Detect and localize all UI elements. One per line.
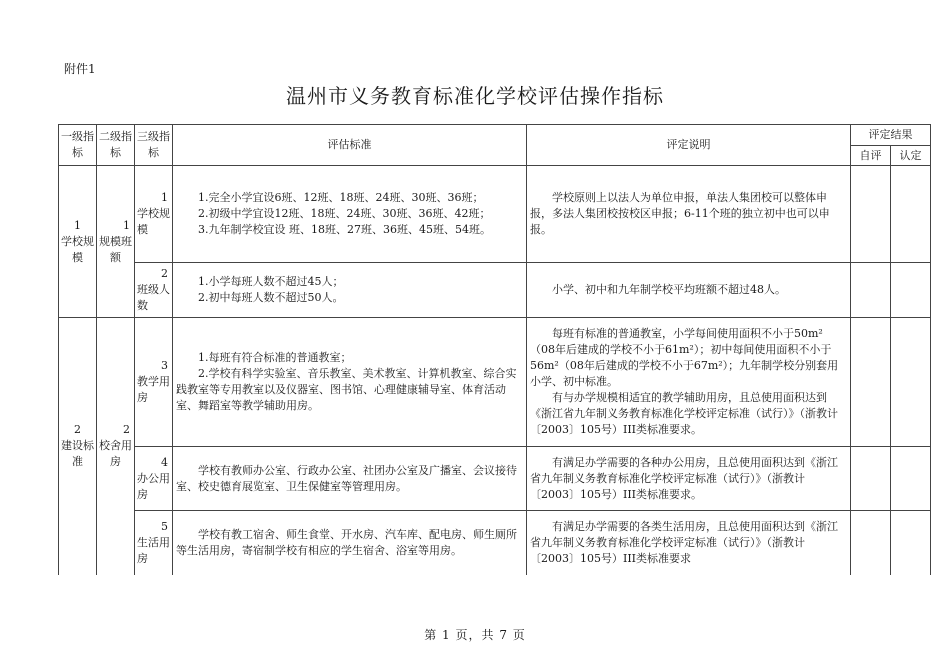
standard-line: 1.小学每班人数不超过45人；: [198, 275, 344, 288]
self-eval-cell[interactable]: [851, 263, 891, 318]
level3-cell: [135, 263, 173, 318]
explanation-text: 每班有标准的普通教室，小学每间使用面积不小于50m²（08年后建成的学校不小于61m²）；初中每间使用面积不小于56m²（08年后建成的学校不小于67m²）；九年制学校分别套用小学、初中标准。: [530, 327, 839, 388]
confirm-cell[interactable]: [891, 263, 931, 318]
level3-cell: [135, 166, 173, 263]
level1-cell: [59, 166, 97, 318]
header-level2: 二级指标: [97, 125, 135, 166]
page-title: 温州市义务教育标准化学校评估操作指标: [286, 84, 664, 108]
self-eval-cell[interactable]: [851, 447, 891, 511]
header-explanation: 评定说明: [527, 125, 851, 166]
explanation-text: 有满足办学需要的各种办公用房，且总使用面积达到《浙江省九年制义务教育标准化学校评定标准（试行）》（浙教计〔2003〕105号）III类标准要求。: [530, 455, 838, 501]
header-result: 评定结果: [851, 125, 931, 146]
standard-cell: [173, 318, 527, 447]
level2-cell: [97, 318, 135, 575]
level1-cell: [59, 318, 97, 575]
level3-cell: [135, 318, 173, 447]
standard-line: 学校有教师办公室、行政办公室、社团办公室及广播室、会议接待室、校史德育展览室、卫生保健室等管理用房。: [176, 463, 517, 493]
self-eval-cell[interactable]: [851, 318, 891, 447]
level2-cell: [97, 166, 135, 318]
level3-num: 2: [161, 267, 168, 280]
level3-label: 学校规模: [137, 207, 170, 236]
level3-cell: [135, 447, 173, 511]
self-eval-cell[interactable]: [851, 511, 891, 575]
header-self-eval: 自评: [851, 146, 891, 166]
level3-cell: [135, 511, 173, 575]
header-confirm: 认定: [891, 146, 931, 166]
level3-label: 班级人数: [137, 283, 170, 312]
level2-label: 校舍用房: [99, 439, 132, 469]
level1-label: 学校规模: [61, 234, 94, 264]
page-footer: 第 1 页，共 7 页: [424, 628, 526, 642]
standard-line: 2.初级中学宜设12班、18班、24班、30班、36班、42班；: [198, 207, 491, 220]
level1-label: 建设标准: [61, 439, 94, 469]
explanation-cell: [527, 511, 851, 575]
level1-num: 1: [74, 218, 81, 232]
standard-line: 2.初中每班人数不超过50人。: [198, 291, 344, 304]
level1-num: 2: [74, 423, 81, 437]
level3-label: 教学用房: [137, 375, 170, 404]
standard-line: 1.完全小学宜设6班、12班、18班、24班、30班、36班；: [198, 191, 484, 204]
level2-num: 1: [123, 218, 130, 232]
explanation-text: 小学、初中和九年制学校平均班额不超过48人。: [552, 283, 786, 296]
header-level1: 一级指标: [59, 125, 97, 166]
level3-label: 办公用房: [137, 471, 170, 501]
confirm-cell[interactable]: [891, 166, 931, 263]
explanation-text: 有满足办学需要的各类生活用房，且总使用面积达到《浙江省九年制义务教育标准化学校评定标准（试行）》（浙教计〔2003〕105号）III类标准要求: [530, 519, 838, 565]
confirm-cell[interactable]: [891, 318, 931, 447]
standard-cell: [173, 447, 527, 511]
explanation-cell: [527, 318, 851, 447]
confirm-cell[interactable]: [891, 447, 931, 511]
level2-num: 2: [123, 423, 130, 437]
standard-line: 学校有教工宿舍、师生食堂、开水房、汽车库、配电房、师生厕所等生活用房，寄宿制学校有相应的学生宿舍、浴室等用房。: [176, 527, 517, 557]
level3-num: 4: [161, 455, 168, 469]
header-standard: 评估标准: [173, 125, 527, 166]
evaluation-table: [58, 124, 931, 575]
header-level3: 三级指标: [135, 125, 173, 166]
level3-num: 1: [161, 191, 168, 204]
level3-num: 3: [161, 359, 168, 372]
standard-cell: [173, 511, 527, 575]
level3-num: 5: [161, 519, 168, 533]
standard-line: 1.每班有符合标准的普通教室；: [198, 351, 352, 364]
standard-line: 2.学校有科学实验室、音乐教室、美术教室、计算机教室、综合实践教室等专用教室以及仪器室、图书馆、心理健康辅导室、体育活动室、舞蹈室等教学辅助用房。: [176, 367, 517, 412]
attachment-label: 附件1: [64, 62, 96, 76]
level2-label: 规模班额: [99, 234, 132, 264]
explanation-cell: [527, 263, 851, 318]
level3-label: 生活用房: [137, 535, 170, 565]
explanation-cell: [527, 166, 851, 263]
explanation-text: 有与办学规模相适宜的教学辅助用房，且总使用面积达到《浙江省九年制义务教育标准化学校评定标准（试行）》（浙教计〔2003〕105号）III类标准要求。: [530, 391, 838, 436]
standard-cell: [173, 263, 527, 318]
standard-cell: [173, 166, 527, 263]
self-eval-cell[interactable]: [851, 166, 891, 263]
confirm-cell[interactable]: [891, 511, 931, 575]
standard-line: 3.九年制学校宜设 班、18班、27班、36班、45班、54班。: [198, 223, 491, 236]
explanation-cell: [527, 447, 851, 511]
explanation-text: 学校原则上以法人为单位申报，单法人集团校可以整体申报，多法人集团校按校区申报；6-11个班的独立初中也可以申报。: [530, 191, 830, 236]
